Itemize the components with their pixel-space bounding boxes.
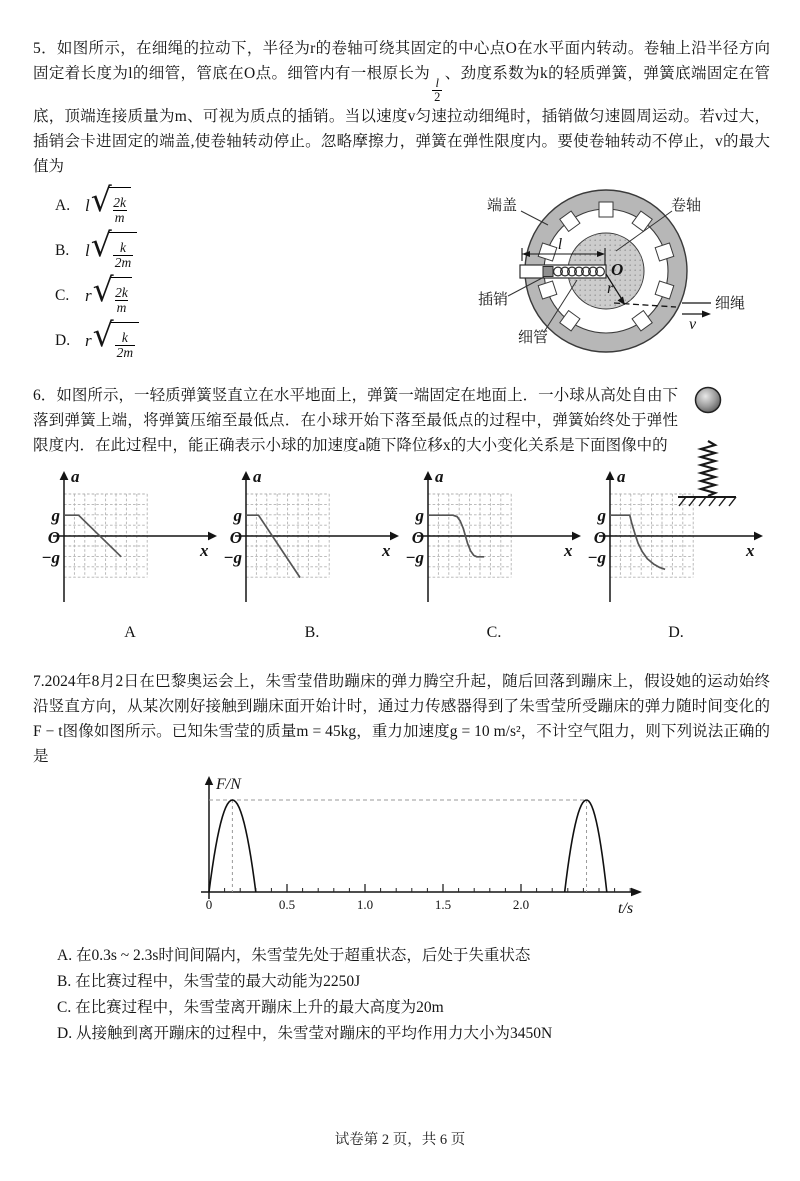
- x-axis-label: t/s: [618, 900, 634, 918]
- question-6: [33, 383, 770, 645]
- svg-text:x: x: [746, 541, 755, 561]
- coefficient: r: [85, 285, 92, 305]
- radical: √ $\frac{2k}{m}$: [93, 275, 133, 315]
- ground-hatch: [679, 497, 736, 506]
- coefficient: r: [85, 330, 92, 350]
- graph-a-label: A: [124, 624, 136, 642]
- graph-a: [41, 468, 219, 610]
- neg-g-tick: −g: [41, 548, 60, 568]
- graph-d-label: D.: [668, 624, 684, 642]
- force-time-chart: [191, 775, 770, 933]
- vertical-spring: [701, 441, 715, 496]
- svg-text:0: 0: [205, 897, 213, 913]
- option-label: C.: [55, 286, 70, 304]
- label-l: l: [557, 236, 563, 254]
- svg-text:g: g: [233, 506, 242, 526]
- origin-tick: O: [47, 528, 60, 548]
- option-label: A.: [55, 196, 71, 214]
- q7-option-d: D. 从接触到离开蹦床的过程中，朱雪莹对蹦床的平均作用力大小为3450N: [57, 1025, 553, 1043]
- svg-text:g: g: [415, 506, 424, 526]
- x-axis-label: x: [200, 541, 209, 561]
- question-7-text: 7.2024年8月2日在巴黎奥运会上，朱雪莹借助蹦床的弹力腾空升起，随后回落到蹦床上，假设她的运动始终沿竖直方向，从某次刚好接触到蹦床面开始计时，通过力传感器得到了朱雪莹所受蹦床的弹力随时间变化的F − t图像如图所示。已知朱雪莹的质量m = 45kg，重力加速度g = 10 m/s²，不计空气阻力，则下列说法正确的是: [33, 673, 770, 766]
- label-r: r: [607, 280, 614, 298]
- coefficient: l: [85, 195, 90, 215]
- q6-option-graphs: [41, 468, 770, 645]
- graph-cell-a: [41, 468, 219, 645]
- y-axis-label: F/N: [216, 776, 241, 794]
- svg-text:a: a: [253, 468, 262, 487]
- radical: √ $\frac{k}{2m}$: [91, 230, 138, 270]
- page-footer: 试卷第 2 页，共 6 页: [334, 1132, 466, 1148]
- question-7-options: [33, 943, 770, 1046]
- graph-c: [405, 468, 583, 610]
- q7-option-c: C. 在比赛过程中，朱雪莹离开蹦床上升的最大高度为20m: [57, 999, 444, 1017]
- svg-text:−g: −g: [587, 548, 606, 568]
- svg-text:O: O: [229, 528, 242, 548]
- radical-sign: √: [92, 270, 114, 310]
- option-label: B.: [55, 241, 70, 259]
- label-O: O: [611, 260, 624, 280]
- radical: √ $\frac{k}{2m}$: [93, 320, 140, 360]
- svg-text:1.5: 1.5: [434, 897, 452, 913]
- q7-option-b: B. 在比赛过程中，朱雪莹的最大动能为2250J: [57, 973, 361, 991]
- label-pin: 插销: [478, 292, 509, 309]
- graph-c-label: C.: [486, 624, 502, 642]
- option-label: D.: [55, 331, 71, 349]
- a-axis-label: a: [71, 468, 80, 487]
- ball: [696, 388, 721, 413]
- svg-text:a: a: [435, 468, 444, 487]
- svg-text:O: O: [411, 528, 424, 548]
- label-reel: 卷轴: [671, 198, 702, 215]
- svg-text:g: g: [597, 506, 606, 526]
- question-7: [33, 669, 770, 1046]
- label-end-cap: 端盖: [487, 198, 518, 215]
- svg-text:−g: −g: [223, 548, 242, 568]
- label-tube: 细管: [518, 330, 549, 347]
- radical-sign: √: [92, 315, 114, 355]
- coefficient: l: [85, 240, 90, 260]
- label-string: 细绳: [715, 296, 746, 313]
- force-time-plot: [191, 775, 643, 925]
- q5-text-part2: 、劲度系数为k的轻质弹簧，弹簧底端固定在管底，顶端连接质量为m、可视为质点的插销。当以速度v匀速拉动细绳时，插销做匀速圆周运动。若v过大，插销会卡进固定的端盖,使卷轴转动停止。忽略摩擦力，弹簧在弹性限度内。要使卷轴转动不停止，v的最大值为: [33, 65, 770, 176]
- svg-text:O: O: [593, 528, 606, 548]
- question-5: [33, 36, 770, 367]
- fraction-l-over-2: $\frac{l}{2}$: [434, 76, 441, 105]
- svg-text:−g: −g: [405, 548, 424, 568]
- pin: [543, 267, 553, 277]
- graph-b: [223, 468, 401, 610]
- question-5-figure: [464, 179, 764, 369]
- radical-sign: √: [90, 180, 112, 220]
- radical-sign: √: [90, 225, 112, 265]
- graph-cell-b: [223, 468, 401, 645]
- question-5-text: [33, 36, 770, 179]
- svg-text:1.0: 1.0: [356, 897, 374, 913]
- question-6-text: 6．如图所示，一轻质弹簧竖直立在水平地面上，弹簧一端固定在地面上．一小球从高处自由下落到弹簧上端，将弹簧压缩至最低点．在小球开始下落至最低点的过程中，弹簧始终处于弹性限度内．在此过程中，能正确表示小球的加速度a随下降位移x的大小变化关系是下面图像中的: [33, 387, 678, 455]
- question-6-figure: [670, 385, 742, 513]
- label-v: v: [689, 316, 697, 334]
- q5-text-part1: 5．如图所示，在细绳的拉动下，半径为r的卷轴可绕其固定的中心点O在水平面内转动。卷轴上沿半径方向固定着长度为l的细管，管底在O点。细管内有一根原长为: [33, 40, 770, 82]
- svg-text:x: x: [564, 541, 573, 561]
- q7-option-a: A. 在0.3s ~ 2.3s时间间隔内，朱雪莹先处于超重状态，后处于失重状态: [57, 947, 531, 965]
- graph-b-label: B.: [304, 624, 320, 642]
- svg-text:2.0: 2.0: [512, 897, 530, 913]
- svg-text:x: x: [382, 541, 391, 561]
- radical: √ $\frac{2k}{m}$: [91, 185, 131, 225]
- graph-cell-c: [405, 468, 583, 645]
- svg-text:a: a: [617, 468, 626, 487]
- g-tick: g: [51, 506, 60, 526]
- svg-text:0.5: 0.5: [278, 897, 296, 913]
